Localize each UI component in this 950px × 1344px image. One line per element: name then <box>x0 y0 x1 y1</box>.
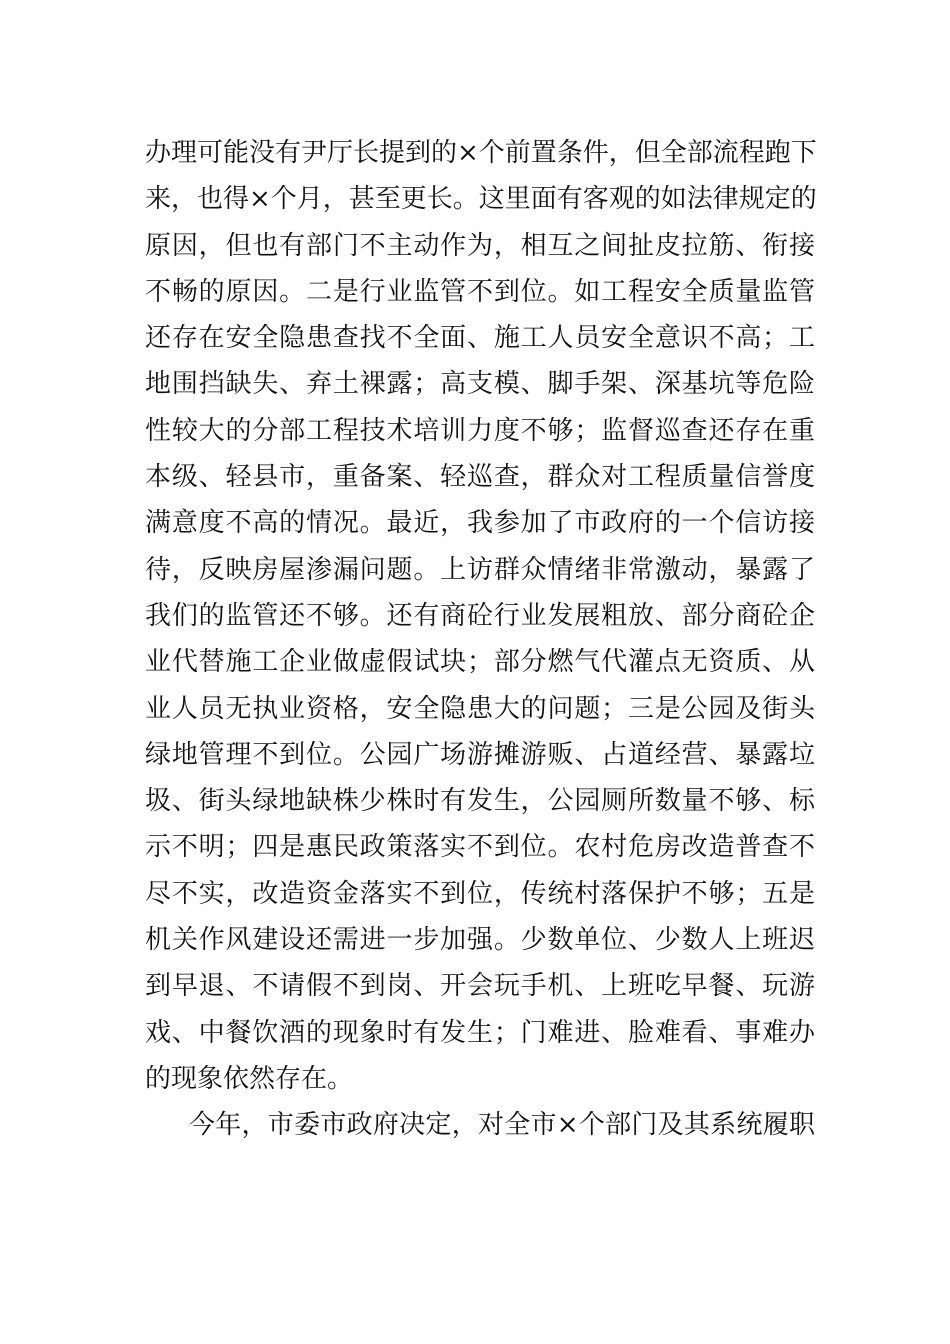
text-line: 到早退、不请假不到岗、开会玩手机、上班吃早餐、玩游 <box>145 971 815 1002</box>
text-line: 业人员无执业资格，安全隐患大的问题；三是公园及街头 <box>145 693 815 724</box>
text-line: 今年，市委市政府决定，对全市×个部门及其系统履职 <box>189 1110 815 1141</box>
text-line: 本级、轻县市，重备案、轻巡查，群众对工程质量信誉度 <box>145 462 815 493</box>
text-line: 业代替施工企业做虚假试块；部分燃气代灌点无资质、从 <box>145 647 815 678</box>
text-line: 圾、街头绿地缺株少株时有发生，公园厕所数量不够、标 <box>145 786 815 817</box>
text-line: 原因，但也有部门不主动作为，相互之间扯皮拉筋、衔接 <box>145 230 815 261</box>
text-line: 性较大的分部工程技术培训力度不够；监督巡查还存在重 <box>145 415 815 446</box>
text-line: 来，也得×个月，甚至更长。这里面有客观的如法律规定的 <box>145 184 817 215</box>
text-line: 还存在安全隐患查找不全面、施工人员安全意识不高；工 <box>145 323 815 354</box>
text-line: 绿地管理不到位。公园广场游摊游贩、占道经营、暴露垃 <box>145 739 815 770</box>
text-line: 不畅的原因。二是行业监管不到位。如工程安全质量监管 <box>145 276 815 307</box>
text-line: 示不明；四是惠民政策落实不到位。农村危房改造普查不 <box>145 832 815 863</box>
text-line: 戏、中餐饮酒的现象时有发生；门难进、脸难看、事难办 <box>145 1017 815 1048</box>
text-line: 办理可能没有尹厅长提到的×个前置条件，但全部流程跑下 <box>145 138 817 168</box>
text-line: 机关作风建设还需进一步加强。少数单位、少数人上班迟 <box>145 925 815 956</box>
text-line: 满意度不高的情况。最近，我参加了市政府的一个信访接 <box>145 508 815 539</box>
text-line: 待，反映房屋渗漏问题。上访群众情绪非常激动，暴露了 <box>145 554 815 585</box>
body-text <box>145 130 815 1149</box>
text-line: 尽不实，改造资金落实不到位，传统村落保护不够；五是 <box>145 878 815 909</box>
text-line: 我们的监管还不够。还有商砼行业发展粗放、部分商砼企 <box>145 600 815 631</box>
text-line: 的现象依然存在。 <box>145 1063 354 1094</box>
text-line: 地围挡缺失、弃土裸露；高支模、脚手架、深基坑等危险 <box>145 369 815 400</box>
